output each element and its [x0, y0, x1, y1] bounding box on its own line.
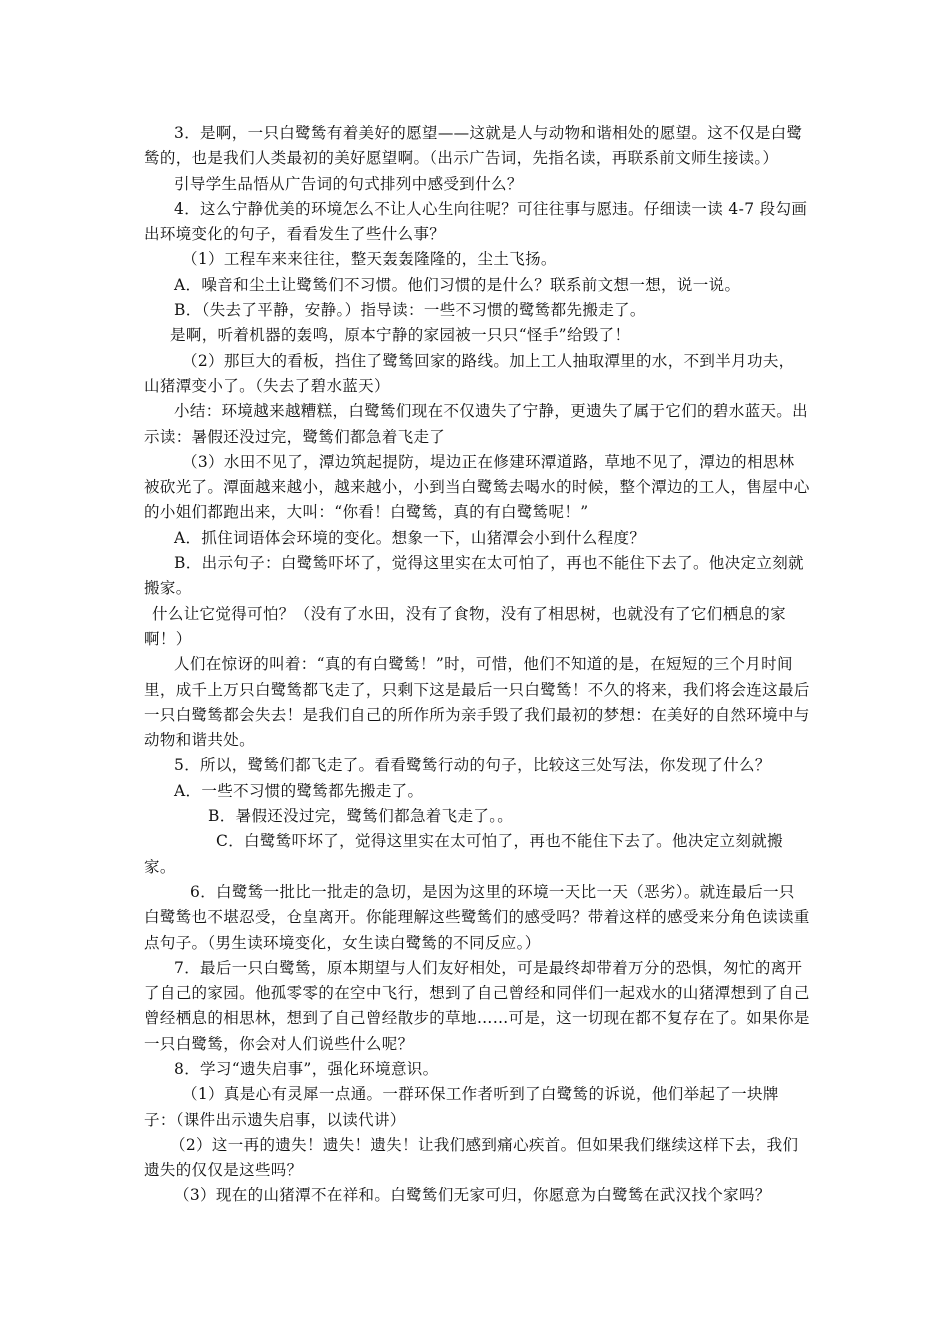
paragraph-step-8-3: （3）现在的山猪潭不在祥和。白鹭鸶们无家可归，你愿意为白鹭鸶在武汉找个家吗？ [174, 1186, 771, 1205]
lesson-text [144, 121, 810, 1209]
paragraph-step-4: 4．这么宁静优美的环境怎么不让人心生向往呢？可往往事与愿违。仔细读一读 4-7 段勾画出环境变化的句子，看看发生了些什么事？ [144, 199, 808, 244]
paragraph-step-6: 6．白鹭鸶一批比一批走的急切，是因为这里的环境一天比一天（恶劣）。就连最后一只白鹭鸶也不堪忍受，仓皇离开。你能理解这些鹭鸶们的感受吗？带着这样的感受来分角色读读重点句子。（男生读环境变化，女生读白鹭鸶的不同反应。） [144, 882, 810, 952]
paragraph-change-3-b: B．出示句子：白鹭鸶吓坏了，觉得这里实在太可怕了，再也不能住下去了。他决定立刻就搬家。 [144, 554, 804, 598]
paragraph-change-2: （2）那巨大的看板，挡住了鹭鸶回家的路线。加上工人抽取潭里的水，不到半月功夫，山猪潭变小了。（失去了碧水蓝天） [144, 351, 795, 395]
paragraph-step-8-1: （1）真是心有灵犀一点通。一群环保工作者听到了白鹭鸶的诉说，他们举起了一块牌子：（课件出示遗失启事，以读代讲） [144, 1085, 779, 1129]
paragraph-step-3: 3．是啊，一只白鹭鸶有着美好的愿望——这就是人与动物和谐相处的愿望。这不仅是白鹭鸶的，也是我们人类最初的美好愿望啊。（出示广告词，先指名读，再联系前文师生接读。） [144, 124, 803, 168]
paragraph-step-5-a: A．一些不习惯的鹭鸶都先搬走了。 [174, 781, 424, 800]
paragraph-change-1: （1）工程车来来往往，整天轰轰隆隆的，尘土飞扬。 [182, 250, 557, 269]
paragraph-step-8-2: （2）这一再的遗失！遗失！遗失！让我们感到痛心疾首。但如果我们继续这样下去，我们遗失的仅仅是这些吗？ [144, 1135, 799, 1180]
paragraph-summary: 小结：环境越来越糟糕，白鹭鸶们现在不仅遗失了宁静，更遗失了属于它们的碧水蓝天。出示读：暑假还没过完，鹭鸶们都急着飞走了 [144, 402, 809, 446]
paragraph-guide-ad-words: 引导学生品悟从广告词的句式排列中感受到什么？ [174, 174, 523, 193]
paragraph-machine-roar: 是啊，听着机器的轰鸣，原本宁静的家园被一只只“怪手”给毁了！ [170, 326, 631, 345]
paragraph-change-1-a: A．噪音和尘土让鹭鸶们不习惯。他们习惯的是什么？联系前文想一想，说一说。 [174, 275, 741, 294]
paragraph-step-5-c: C．白鹭鸶吓坏了，觉得这里实在太可怕了，再也不能住下去了。他决定立刻就搬家。 [144, 832, 783, 876]
paragraph-why-afraid: 什么让它觉得可怕？（没有了水田，没有了食物，没有了相思树，也就没有了它们栖息的家啊！） [144, 604, 787, 648]
paragraph-change-3: （3）水田不见了，潭边筑起提防，堤边正在修建环潭道路，草地不见了，潭边的相思林被砍光了。潭面越来越小，越来越小，小到当白鹭鸶去喝水的时候，整个潭边的工人，售屋中心的小姐们都跑出来，大叫：“你看！白鹭鸶，真的有白鹭鸶呢！” [144, 452, 810, 522]
paragraph-change-1-b: B．（失去了平静，安静。）指导读：一些不习惯的鹭鸶都先搬走了。 [174, 301, 646, 320]
paragraph-step-5: 5．所以，鹭鸶们都飞走了。看看鹭鸶行动的句子，比较这三处写法，你发现了什么？ [174, 756, 771, 775]
paragraph-people-surprised: 人们在惊讶的叫着：“真的有白鹭鸶！”时，可惜，他们不知道的是，在短短的三个月时间里，成千上万只白鹭鸶都飞走了，只剩下这是最后一只白鹭鸶！不久的将来，我们将会连这最后一只白鹭鸶都会失去！是我们自己的所作所为亲手毁了我们最初的梦想：在美好的自然环境中与动物和谐共处。 [144, 655, 810, 750]
paragraph-step-7: 7．最后一只白鹭鸶，原本期望与人们友好相处，可是最终却带着万分的恐惧，匆忙的离开了自己的家园。他孤零零的在空中飞行，想到了自己曾经和同伴们一起戏水的山猪潭想到了自己曾经栖息的相思林，想到了自己曾经散步的草地……可是，这一切现在都不复存在了。如果你是一只白鹭鸶，你会对人们说些什么呢？ [144, 958, 810, 1053]
paragraph-step-5-b: B．暑假还没过完，鹭鸶们都急着飞走了。。 [208, 807, 514, 826]
paragraph-step-8: 8．学习“遗失启事”，强化环境意识。 [174, 1059, 439, 1078]
paragraph-change-3-a: A．抓住词语体会环境的变化。想象一下，山猪潭会小到什么程度？ [174, 528, 646, 547]
